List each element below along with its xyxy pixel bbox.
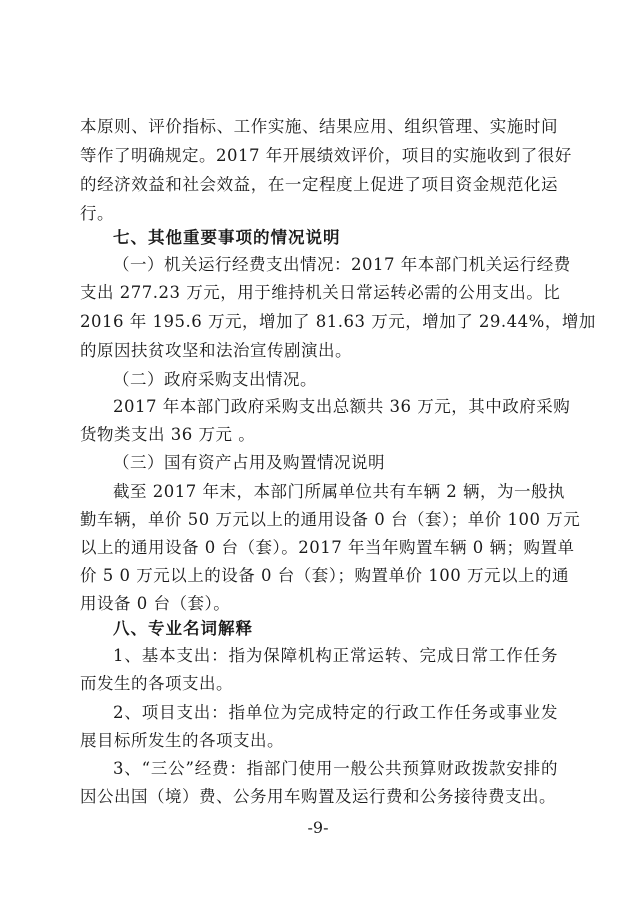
text-line: 支出 277.23 万元，用于维持机关日常运转必需的公用支出。比 (80, 283, 561, 302)
section-heading-7: 七、其他重要事项的情况说明 (113, 228, 341, 247)
text-line: 价 5 0 万元以上的设备 0 台（套）；购置单价 100 万元以上的通 (80, 566, 569, 585)
text-line: 等作了明确规定。2017 年开展绩效评价，项目的实施收到了很好 (80, 146, 572, 165)
text-line: 1、基本支出：指为保障机构正常运转、完成日常工作任务 (113, 646, 558, 665)
text-line: 2、项目支出：指单位为完成特定的行政工作任务或事业发 (113, 703, 558, 722)
section-heading-8: 八、专业名词解释 (113, 619, 253, 638)
text-line: 的原因扶贫攻坚和法治宣传剧演出。 (80, 341, 352, 360)
text-line: 货物类支出 36 万元 。 (80, 425, 256, 444)
text-line: 行。 (80, 204, 114, 223)
text-line: 的经济效益和社会效益，在一定程度上促进了项目资金规范化运 (80, 175, 558, 194)
text-line: 因公出国（境）费、公务用车购置及运行费和公务接待费支出。 (80, 787, 556, 806)
text-line: 本原则、评价指标、工作实施、结果应用、组织管理、实施时间 (80, 117, 558, 136)
text-line: 勤车辆，单价 50 万元以上的通用设备 0 台（套）；单价 100 万元 (80, 510, 581, 529)
text-line: 以上的通用设备 0 台（套）。2017 年当年购置车辆 0 辆；购置单 (80, 538, 575, 557)
text-line: 展目标所发生的各项支出。 (80, 731, 284, 750)
text-line: 2016 年 195.6 万元，增加了 81.63 万元，增加了 29.44%，增加 (80, 312, 596, 331)
page-number: -9- (307, 818, 329, 837)
text-line: 3、“三公”经费：指部门使用一般公共预算财政拨款安排的 (113, 759, 558, 778)
text-line: 而发生的各项支出。 (80, 674, 233, 693)
subsection-title: （二）政府采购支出情况。 (113, 370, 317, 389)
text-line: 2017 年本部门政府采购支出总额共 36 万元，其中政府采购 (113, 397, 571, 416)
subsection-title: （三）国有资产占用及购置情况说明 (113, 453, 385, 472)
text-line: 截至 2017 年末，本部门所属单位共有车辆 2 辆，为一般执 (113, 482, 565, 501)
text-line: 用设备 0 台（套）。 (80, 594, 231, 613)
text-line: （一）机关运行经费支出情况：2017 年本部门机关运行经费 (113, 255, 571, 274)
